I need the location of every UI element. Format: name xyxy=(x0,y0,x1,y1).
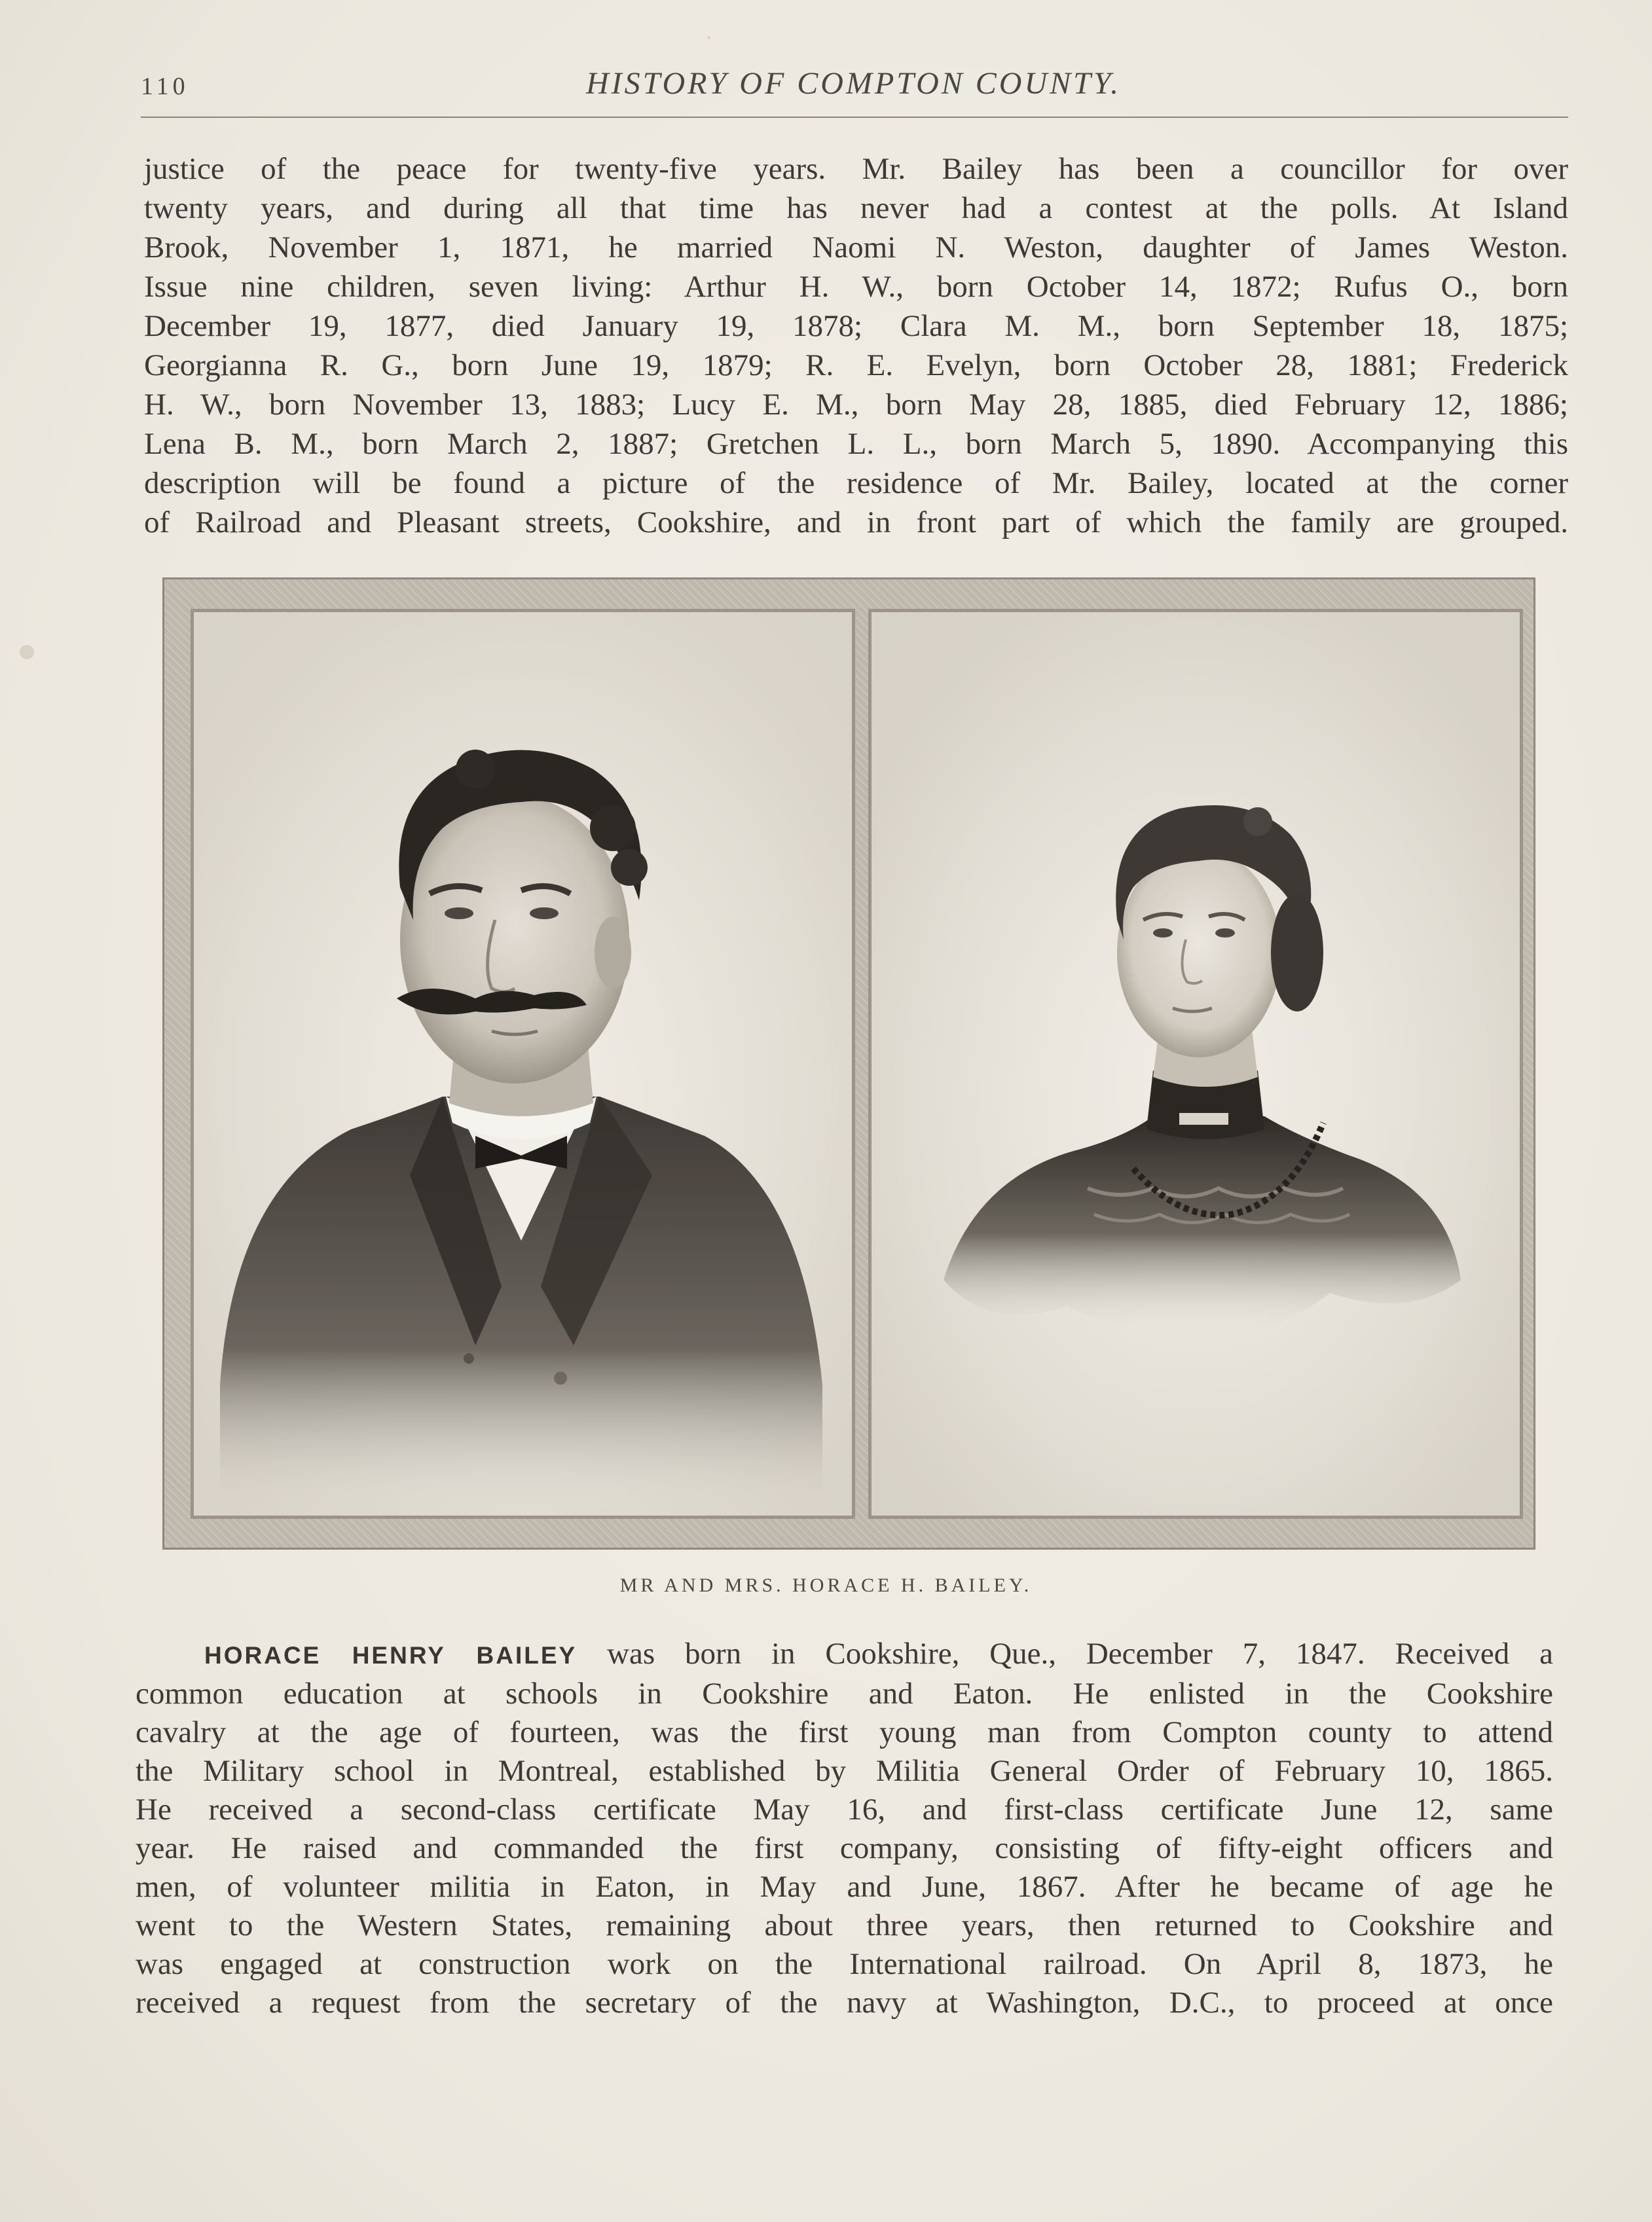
page-number: 110 xyxy=(141,73,189,100)
text-line: year. He raised and commanded the first company, consisting of fifty-eight officers and xyxy=(136,1831,1553,1865)
portrait-panel-mr-bailey xyxy=(191,609,855,1519)
portrait-of-woman xyxy=(872,612,1520,1516)
text-line-first xyxy=(136,1635,1553,1675)
text-line: was engaged at construction work on the International railroad. On April 8, 1873, he xyxy=(136,1947,1553,1981)
text-line: Issue nine children, seven living: Arthur H. W., born October 14, 1872; Rufus O., born xyxy=(144,270,1568,304)
text-line: Georgianna R. G., born June 19, 1879; R. E. Evelyn, born October 28, 1881; Frederick xyxy=(144,348,1568,382)
text-line: justice of the peace for twenty-five years. Mr. Bailey has been a councillor for over xyxy=(144,152,1568,186)
text-line: men, of volunteer militia in Eaton, in May and June, 1867. After he became of age he xyxy=(136,1870,1553,1904)
plate-caption: MR AND MRS. HORACE H. BAILEY. xyxy=(619,1575,1033,1596)
text-line: twenty years, and during all that time has never had a contest at the polls. At Island xyxy=(144,191,1568,225)
header-rule xyxy=(141,117,1568,118)
paper-stain xyxy=(707,36,710,39)
subject-name: HORACE HENRY BAILEY xyxy=(204,1642,578,1669)
text-line: cavalry at the age of fourteen, was the first young man from Compton county to attend xyxy=(136,1715,1553,1749)
text-line: description will be found a picture of the residence of Mr. Bailey, located at the corner xyxy=(144,466,1568,500)
paragraph-biography xyxy=(136,1635,1553,2022)
text-line: received a request from the secretary of the navy at Washington, D.C., to proceed at once xyxy=(136,1986,1553,2020)
running-head xyxy=(141,65,1568,111)
portrait-of-man xyxy=(194,612,852,1516)
text-line: H. W., born November 13, 1883; Lucy E. M., born May 28, 1885, died February 12, 1886; xyxy=(144,388,1568,422)
paragraph-family-record xyxy=(144,149,1568,542)
text-line-rest: was born in Cookshire, Que., December 7, 1847. Received a xyxy=(607,1637,1553,1671)
text-line: December 19, 1877, died January 19, 1878; Clara M. M., born September 18, 1875; xyxy=(144,309,1568,343)
text-line: of Railroad and Pleasant streets, Cookshire, and in front part of which the family are grouped. xyxy=(144,505,1568,539)
text-line: He received a second-class certificate May 16, and first-class certificate June 12, same xyxy=(136,1793,1553,1827)
text-line: went to the Western States, remaining about three years, then returned to Cookshire and xyxy=(136,1908,1553,1942)
portrait-panel-mrs-bailey xyxy=(868,609,1523,1519)
text-line: common education at schools in Cookshire and Eaton. He enlisted in the Cookshire xyxy=(136,1677,1553,1711)
running-title: HISTORY OF COMPTON COUNTY. xyxy=(586,66,1122,101)
text-line: Lena B. M., born March 2, 1887; Gretchen L. L., born March 5, 1890. Accompanying this xyxy=(144,427,1568,461)
portrait-plate xyxy=(162,577,1535,1550)
text-line: the Military school in Montreal, established by Militia General Order of February 10, 1865. xyxy=(136,1754,1553,1788)
text-line: Brook, November 1, 1871, he married Naomi N. Weston, daughter of James Weston. xyxy=(144,230,1568,264)
paper-stain xyxy=(20,645,34,659)
